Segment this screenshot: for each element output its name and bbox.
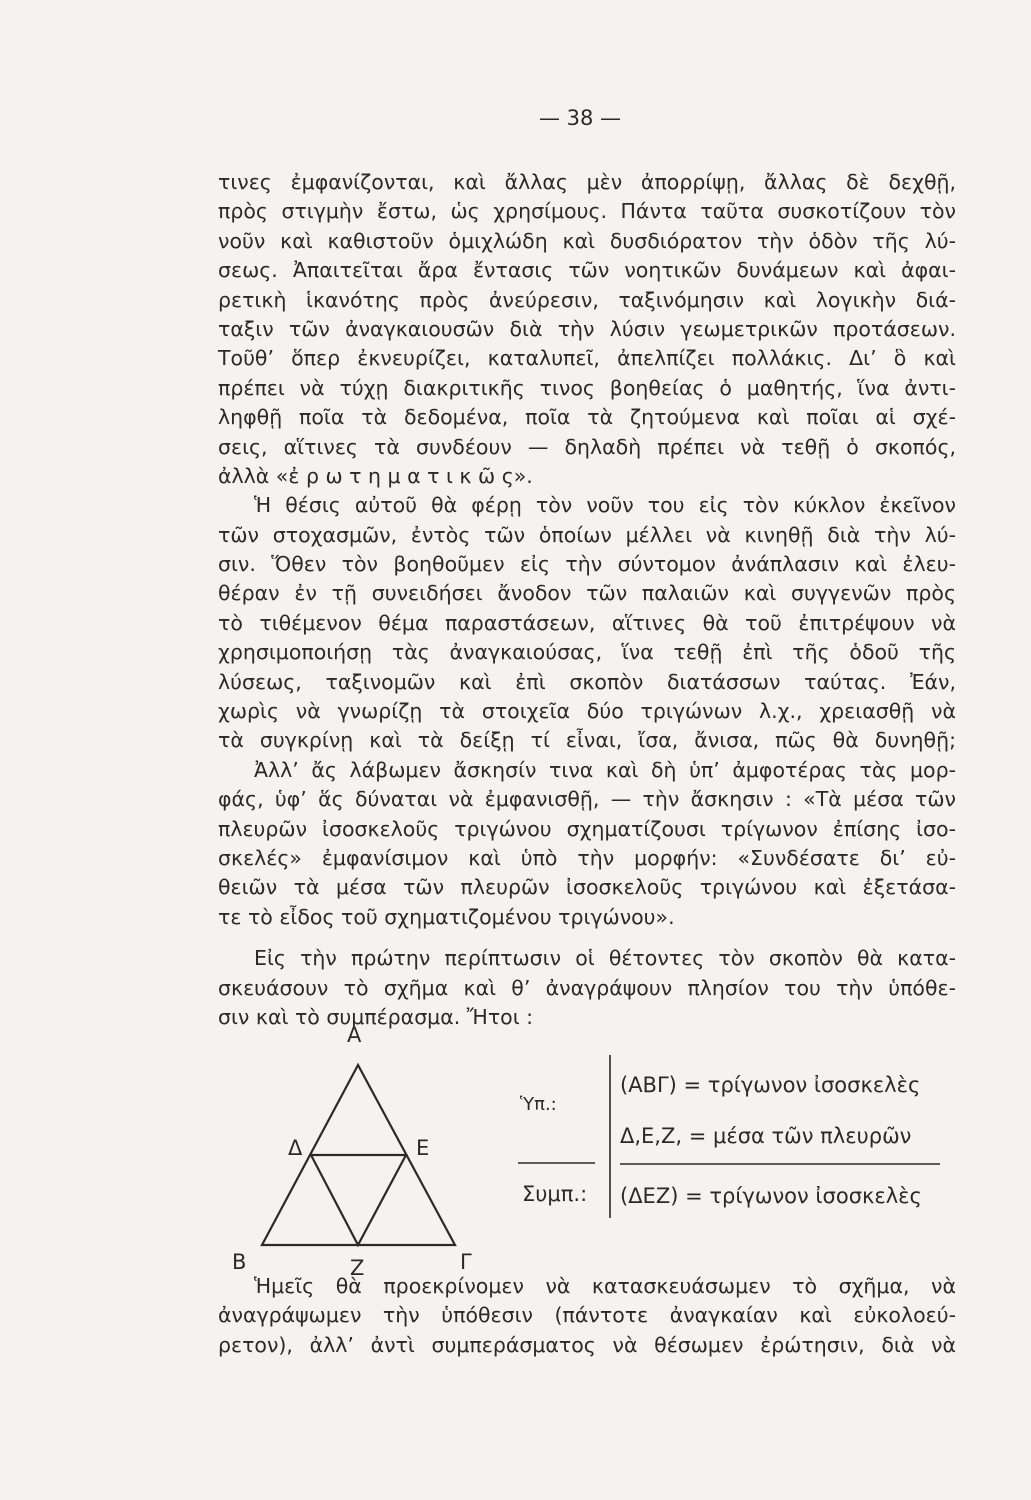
hypothesis-label: Ὑπ.: [520, 1094, 557, 1115]
text-line: θειῶν τὰ μέσα τῶν πλευρῶν ἰσοσκελοῦς τριγώνου καὶ ἐξετάσα- [218, 875, 956, 900]
text-line: τὸ τιθέμενον θέμα παραστάσεων, αἵτινες θὰ τοῦ ἐπιτρέψουν νὰ [218, 610, 956, 635]
vertex-label-b: B [232, 1250, 247, 1274]
text-line: τῶν στοχασμῶν, ἐντὸς τῶν ὁποίων μέλλει νὰ κινηθῇ διὰ τὴν λύ- [218, 522, 956, 547]
text-line: σκελές» ἐμφανίσιμον καὶ ὑπὸ τὴν μορφήν: «Συνδέσατε δι’ εὐ- [218, 845, 956, 870]
text-line: τινες ἐμφανίζονται, καὶ ἄλλας μὲν ἀπορρίψῃ, ἄλλας δὲ δεχθῇ, [218, 170, 956, 194]
text-line: ληφθῇ ποῖα τὰ δεδομένα, ποῖα τὰ ζητούμενα καὶ ποῖαι αἱ σχέ- [218, 405, 956, 430]
text-line: ἀλλὰ «ἐ ρ ω τ η μ α τ ι κ ῶ ς». [218, 463, 533, 488]
hypothesis-2: Δ,Ε,Ζ, = μέσα τῶν πλευρῶν [620, 1124, 912, 1148]
text-line: σκευάσουν τὸ σχῆμα καὶ θ’ ἀναγράψουν πλησίον του τὴν ὑπόθε- [218, 975, 956, 1000]
text-line: σιν καὶ τὸ συμπέρασμα. Ἤτοι : [218, 1004, 534, 1029]
text-line: νοῦν καὶ καθιστοῦν ὁμιχλώδη καὶ δυσδιόρατον τὴν ὁδὸν τῆς λύ- [218, 228, 956, 253]
vertex-label-g: Γ [460, 1250, 472, 1274]
text-line: φάς, ὑφ’ ἅς δύναται νὰ ἐμφανισθῇ, — τὴν ἄσκησιν : «Τὰ μέσα τῶν [218, 787, 956, 812]
text-line: χρησιμοποιήσῃ τὰς ἀναγκαιούσας, ἵνα τεθῇ ἐπὶ τῆς ὁδοῦ τῆς [218, 640, 956, 665]
text-line: τὰ συγκρίνῃ καὶ τὰ δείξῃ τί εἶναι, ἴσα, ἄνισα, πῶς θὰ δυνηθῇ; [218, 728, 956, 753]
conclusion-label: Συμπ.: [522, 1182, 588, 1206]
text-line: χωρὶς νὰ γνωρίζῃ τὰ στοιχεῖα δύο τριγώνων λ.χ., χρειασθῇ νὰ [218, 699, 956, 724]
text-line: πλευρῶν ἰσοσκελοῦς τριγώνου σχηματίζουσι τρίγωνον ἐπίσης ἰσο- [218, 816, 956, 841]
vertex-label-z: Z [350, 1256, 365, 1280]
text-line: Ἡ θέσις αὐτοῦ θὰ φέρῃ τὸν νοῦν του εἰς τὸν κύκλον ἐκεῖνον [254, 493, 956, 518]
text-line: Τοῦθ’ ὅπερ ἐκνευρίζει, καταλυπεῖ, ἀπελπίζει πολλάκις. Δι’ ὃ καὶ [218, 346, 956, 371]
text-line: πρέπει νὰ τύχῃ διακριτικῆς τινος βοηθείας ὁ μαθητής, ἵνα ἀντι- [218, 375, 956, 400]
vertex-label-d: Δ [288, 1136, 303, 1160]
text-line: σεως. Ἀπαιτεῖται ἄρα ἔντασις τῶν νοητικῶν δυνάμεων καὶ ἀφαι- [218, 258, 956, 283]
text-line: σεις, αἵτινες τὰ συνδέουν — δηλαδὴ πρέπει νὰ τεθῇ ὁ σκοπός, [218, 434, 956, 459]
conclusion: (ΔΕΖ) = τρίγωνον ἰσοσκελὲς [620, 1184, 922, 1208]
text-line: Ἀλλ’ ἄς λάβωμεν ἄσκησίν τινα καὶ δὴ ὑπ’ ἀμφοτέρας τὰς μορ- [254, 757, 956, 782]
text-line: ἀναγράψωμεν τὴν ὑπόθεσιν (πάντοτε ἀναγκαίαν καὶ εὐκολοεύ- [218, 1303, 956, 1328]
page-number: — 38 — [538, 106, 622, 130]
vertex-label-a: A [347, 1023, 362, 1047]
text-line: ταξιν τῶν ἀναγκαιουσῶν διὰ τὴν λύσιν γεωμετρικῶν προτάσεων. [218, 316, 956, 341]
text-line: ρετικὴ ἱκανότης πρὸς ἀνεύρεσιν, ταξινόμησιν καὶ λογικὴν διά- [218, 287, 956, 312]
text-line: πρὸς στιγμὴν ἔστω, ὡς χρησίμους. Πάντα ταῦτα συσκοτίζουν τὸν [218, 199, 956, 224]
text-line: Εἰς τὴν πρώτην περίπτωσιν οἱ θέτοντες τὸν σκοπὸν θὰ κατα- [254, 946, 956, 971]
triangle-dez [311, 1155, 406, 1245]
hypothesis-1: (ΑΒΓ) = τρίγωνον ἰσοσκελὲς [620, 1073, 921, 1097]
text-line: Ἡμεῖς θὰ προεκρίνομεν νὰ κατασκευάσωμεν τὸ σχῆμα, νὰ [254, 1274, 956, 1298]
text-line: λύσεως, ταξινομῶν καὶ ἐπὶ σκοπὸν διατάσσων ταύτας. Ἐάν, [218, 669, 956, 694]
paragraph-5 [218, 1272, 956, 1360]
text-line: τε τὸ εἶδος τοῦ σχηματιζομένου τριγώνου». [218, 904, 675, 929]
vertex-label-e: Ε [416, 1136, 430, 1160]
text-line: ρετον), ἀλλ’ ἀντὶ συμπεράσματος νὰ θέσωμεν ἐρώτησιν, διὰ νὰ [218, 1332, 956, 1357]
text-line: θέραν ἐν τῇ συνειδήσει ἄνοδον τῶν παλαιῶν καὶ συγγενῶν πρὸς [218, 581, 956, 606]
text-line: σιν. Ὅθεν τὸν βοηθοῦμεν εἰς τὴν σύντομον ἀνάπλασιν καὶ ἐλευ- [218, 552, 956, 577]
